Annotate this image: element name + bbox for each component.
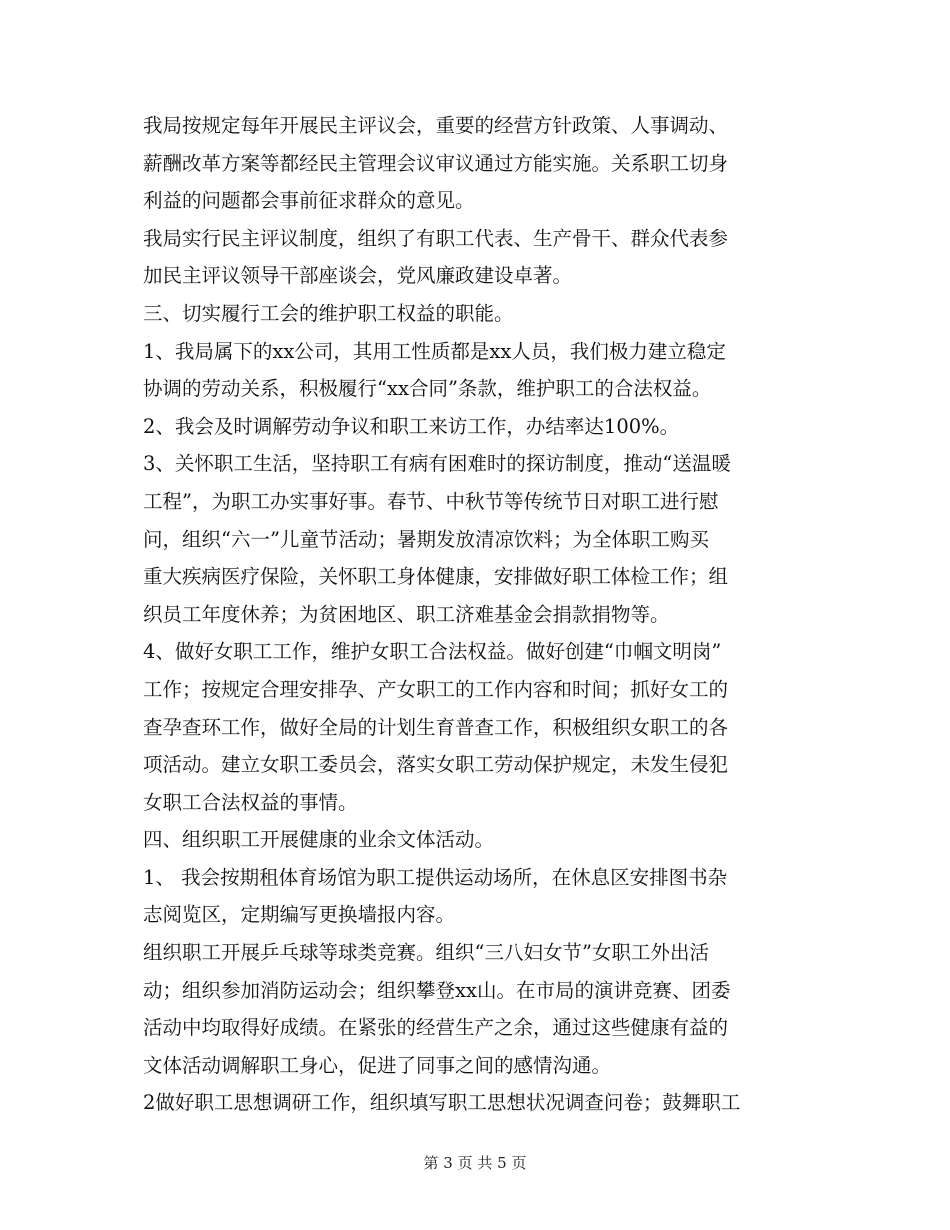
document-body [143,107,811,1122]
text-line: 项活动。建立女职工委员会，落实女职工劳动保护规定，未发生侵犯 [143,753,729,777]
text-line: 女职工合法权益的事情。 [143,790,358,814]
text-line: 2、我会及时调解劳动争议和职工来访工作，办结率达100%。 [143,414,680,438]
text-line: 组织职工开展乒乓球等球类竞赛。组织“三八妇女节”女职工外出活 [143,941,709,965]
section-heading: 四、组织职工开展健康的业余文体活动。 [143,828,495,852]
text-line: 1、我局属下的xx公司，其用工性质都是xx人员，我们极力建立稳定 [143,339,726,363]
text-line: 问，组织“六一”儿童节活动；暑期发放清凉饮料；为全体职工购买 [143,527,709,551]
text-line: 2做好职工思想调研工作，组织填写职工思想状况调查问卷；鼓舞职工 [143,1091,741,1115]
text-line: 工作；按规定合理安排孕、产女职工的工作内容和时间；抓好女工的 [143,677,729,701]
text-line: 加民主评议领导干部座谈会，党风廉政建设卓著。 [143,264,573,288]
text-line: 3、关怀职工生活，坚持职工有病有困难时的探访制度，推动“送温暖 [143,452,731,476]
text-line: 工程”，为职工办实事好事。春节、中秋节等传统节日对职工进行慰 [143,489,719,513]
text-line: 4、做好女职工工作，维护女职工合法权益。做好创建“巾帼文明岗” [143,640,722,664]
text-line: 重大疾病医疗保险，关怀职工身体健康，安排做好职工体检工作；组 [143,565,729,589]
text-line: 文体活动调解职工身心，促进了同事之间的感情沟通。 [143,1053,612,1077]
text-line: 我局按规定每年开展民主评议会，重要的经营方针政策、人事调动、 [143,114,729,137]
text-line: 织员工年度休养；为贫困地区、职工济难基金会捐款捐物等。 [143,602,670,626]
text-line: 活动中均取得好成绩。在紧张的经营生产之余，通过这些健康有益的 [143,1016,729,1040]
text-line: 协调的劳动关系，积极履行“xx合同”条款，维护职工的合法权益。 [143,377,712,401]
text-line: 1、 我会按期租体育场馆为职工提供运动场所，在休息区安排图书杂 [143,865,728,889]
text-line: 利益的问题都会事前征求群众的意见。 [143,189,475,213]
text-line: 志阅览区，定期编写更换墙报内容。 [143,903,456,927]
section-heading: 三、切实履行工会的维护职工权益的职能。 [143,301,514,325]
text-line: 薪酬改革方案等都经民主管理会议审议通过方能实施。关系职工切身 [143,151,729,175]
text-line: 我局实行民主评议制度，组织了有职工代表、生产骨干、群众代表参 [143,226,729,250]
text-line: 动；组织参加消防运动会；组织攀登xx山。在市局的演讲竞赛、团委 [143,978,731,1002]
text-line: 查孕查环工作，做好全局的计划生育普查工作，积极组织女职工的各 [143,715,729,739]
page-number-footer: 第 3 页 共 5 页 [423,1154,527,1172]
